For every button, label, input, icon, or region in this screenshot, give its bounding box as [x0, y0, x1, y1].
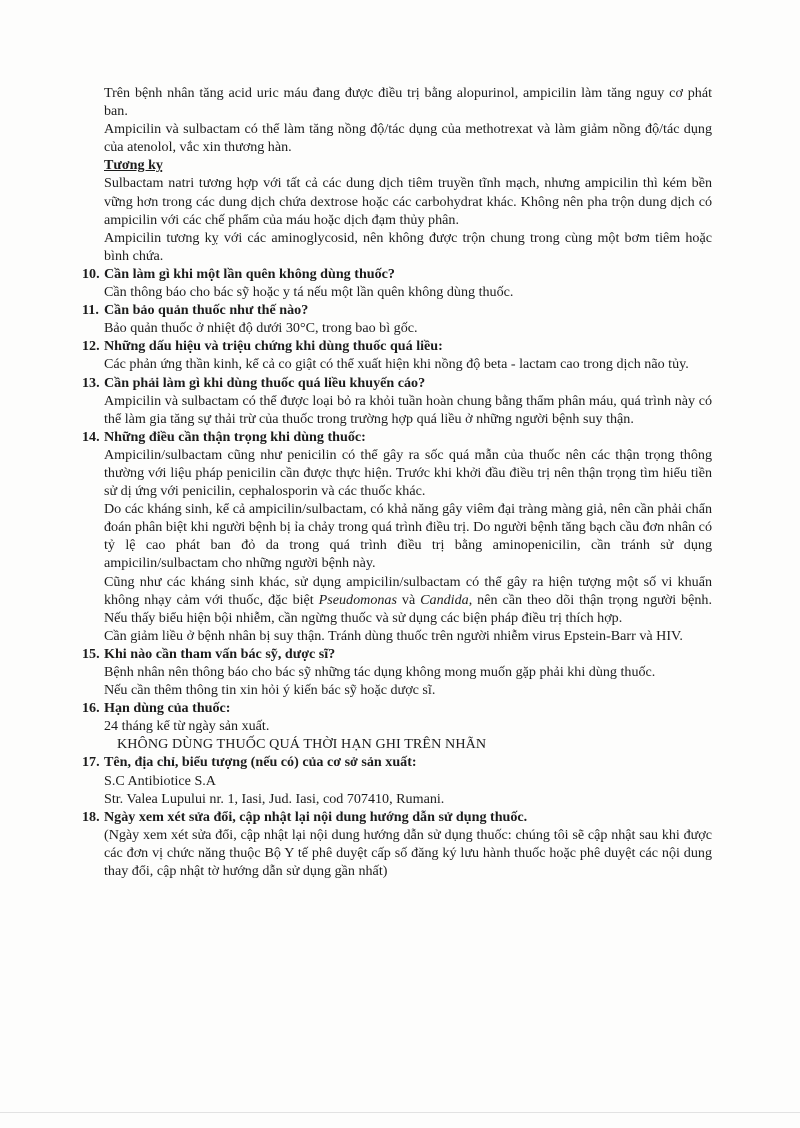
section-16-shelf-life: 24 tháng kể từ ngày sản xuất.	[104, 718, 270, 735]
manufacturer-address: Str. Valea Lupului nr. 1, Iasi, Jud. Iasi, cod 707410, Rumani.	[104, 790, 445, 807]
section-number: 12.	[82, 338, 100, 355]
section-number: 18.	[82, 808, 100, 825]
section-title: Cần bảo quản thuốc như thế nào?	[104, 302, 309, 319]
section-10-heading	[82, 265, 712, 283]
section-18-heading	[82, 808, 712, 826]
section-12-body: Các phản ứng thần kinh, kể cả co giật có thể xuất hiện khi nồng độ beta - lactam cao trong dịch não tủy.	[104, 356, 689, 373]
section-title: Ngày xem xét sửa đổi, cập nhật lại nội dung hướng dẫn sử dụng thuốc.	[104, 808, 528, 825]
section-number: 11.	[82, 302, 99, 319]
italic-organism-pseudomonas: Pseudomonas	[318, 591, 397, 608]
section-12-heading	[82, 337, 712, 355]
paragraph-interaction-methotrexat: Ampicilin và sulbactam có thể làm tăng nồng độ/tác dụng của methotrexat và làm giảm nồng độ/tác dụng của atenolol, vắc xin thương hàn.	[104, 121, 712, 156]
text-run: , nên cần theo dõi thận trọng người bệnh. Nếu thấy biểu hiện bội nhiễm, cần ngừng thuốc và sử dụng các biện pháp điều trị thích hợp.	[104, 591, 712, 626]
section-number: 10.	[82, 265, 100, 282]
scan-edge-line	[0, 1112, 800, 1113]
section-title: Khi nào cần tham vấn bác sỹ, dược sĩ?	[104, 645, 336, 662]
section-18-body: (Ngày xem xét sửa đổi, cập nhật lại nội dung hướng dẫn sử dụng thuốc: chúng tôi sẽ cập nhật sau khi được các đơn vị chức năng thuộc Bộ Y tế phê duyệt cấp số đăng ký lưu hành thuốc hoặc phê duyệt các nội dung thay đổi, cập nhật tờ hướng dẫn sử dụng gần nhất)	[104, 826, 712, 880]
section-13-body: Ampicilin và sulbactam có thể được loại bỏ ra khỏi tuần hoàn chung bằng thẩm phân máu, quá trình này có thể làm gia tăng sự thải trừ của thuốc trong trường hợp quá liều ở những người bệnh suy thận.	[104, 392, 712, 427]
paragraph-incompatibility-1: Sulbactam natri tương hợp với tất cả các dung dịch tiêm truyền tĩnh mạch, nhưng ampicilin thì kém bền vững hơn trong các dung dịch chứa dextrose hoặc các carbohydrat khác. Không nên pha trộn dung dịch có ampicilin với các chế phẩm của máu hoặc dịch đạm thủy phân.	[104, 175, 712, 228]
section-16-warning: KHÔNG DÙNG THUỐC QUÁ THỜI HẠN GHI TRÊN NHÃN	[117, 736, 487, 753]
section-17-heading	[82, 753, 712, 771]
subheading-incompatibility-text: Tương kỵ	[104, 157, 163, 174]
section-title: Tên, địa chỉ, biểu tượng (nếu có) của cơ sở sản xuất:	[104, 754, 417, 771]
section-title: Những dấu hiệu và triệu chứng khi dùng thuốc quá liều:	[104, 338, 443, 355]
section-13-heading	[82, 374, 712, 392]
section-14-paragraph-2: Do các kháng sinh, kể cả ampicilin/sulbactam, có khả năng gây viêm đại tràng màng giả, nên cần phải chẩn đoán phân biệt khi người bệnh bị ỉa chảy trong quá trình điều trị. Do người bệnh tăng bạch cầu đơn nhân có tỷ lệ cao phát ban đỏ da trong quá trình điều trị bằng aminopenicilin, cần tránh sử dụng ampicilin/sulbactam cho những người bệnh này.	[104, 501, 712, 572]
paragraph-incompatibility-2: Ampicilin tương kỵ với các aminoglycosid, nên không được trộn chung trong cùng một bơm tiêm hoặc bình chứa.	[104, 229, 712, 264]
section-title: Những điều cần thận trọng khi dùng thuốc:	[104, 428, 366, 445]
section-16-heading	[82, 699, 712, 717]
section-title: Cần phải làm gì khi dùng thuốc quá liều khuyến cáo?	[104, 374, 426, 391]
section-number: 14.	[82, 428, 100, 445]
section-14-heading	[82, 428, 712, 446]
manufacturer-name: S.C Antibiotice S.A	[104, 772, 216, 789]
section-number: 17.	[82, 754, 100, 771]
section-title: Cần làm gì khi một lần quên không dùng thuốc?	[104, 265, 395, 282]
section-15-paragraph-1: Bệnh nhân nên thông báo cho bác sỹ những tác dụng không mong muốn gặp phải khi dùng thuốc.	[104, 664, 656, 680]
section-14-paragraph-4: Cần giảm liều ở bệnh nhân bị suy thận. Tránh dùng thuốc trên người nhiễm virus Epstein-Barr và HIV.	[104, 627, 683, 644]
section-14-paragraph-3	[82, 573, 712, 627]
section-number: 16.	[82, 700, 100, 717]
text-run: và	[396, 591, 421, 608]
section-number: 13.	[82, 374, 100, 391]
section-15-heading	[82, 645, 712, 663]
section-number: 15.	[82, 645, 100, 662]
paragraph-interaction-alopurinol: Trên bệnh nhân tăng acid uric máu đang được điều trị bằng alopurinol, ampicilin làm tăng nguy cơ phát ban.	[104, 85, 712, 120]
subheading-incompatibility	[82, 156, 712, 174]
section-11-heading	[82, 301, 712, 319]
section-10-body: Cần thông báo cho bác sỹ hoặc y tá nếu một lần quên không dùng thuốc.	[104, 284, 514, 301]
section-15-paragraph-2: Nếu cần thêm thông tin xin hỏi ý kiến bác sỹ hoặc dược sĩ.	[104, 682, 436, 699]
document-page	[82, 84, 712, 880]
section-title: Hạn dùng của thuốc:	[104, 700, 231, 717]
section-11-body: Bảo quản thuốc ở nhiệt độ dưới 30°C, trong bao bì gốc.	[104, 320, 418, 337]
italic-organism-candida: Candida	[420, 591, 469, 608]
section-14-paragraph-1: Ampicilin/sulbactam cũng như penicilin có thể gây ra sốc quá mẫn của thuốc nên các thận trọng thông thường với liệu pháp penicilin cần được thực hiện. Trước khi khởi đầu điều trị nên thận trọng tìm hiểu tiền sử dị ứng với penicilin, cephalosporin và các thuốc khác.	[104, 446, 712, 500]
text-run: Cũng như các kháng sinh khác, sử dụng ampicilin/sulbactam có thể gây ra hiện tượng một số vi khuẩn không nhạy cảm với thuốc, đặc biệt	[104, 573, 712, 608]
